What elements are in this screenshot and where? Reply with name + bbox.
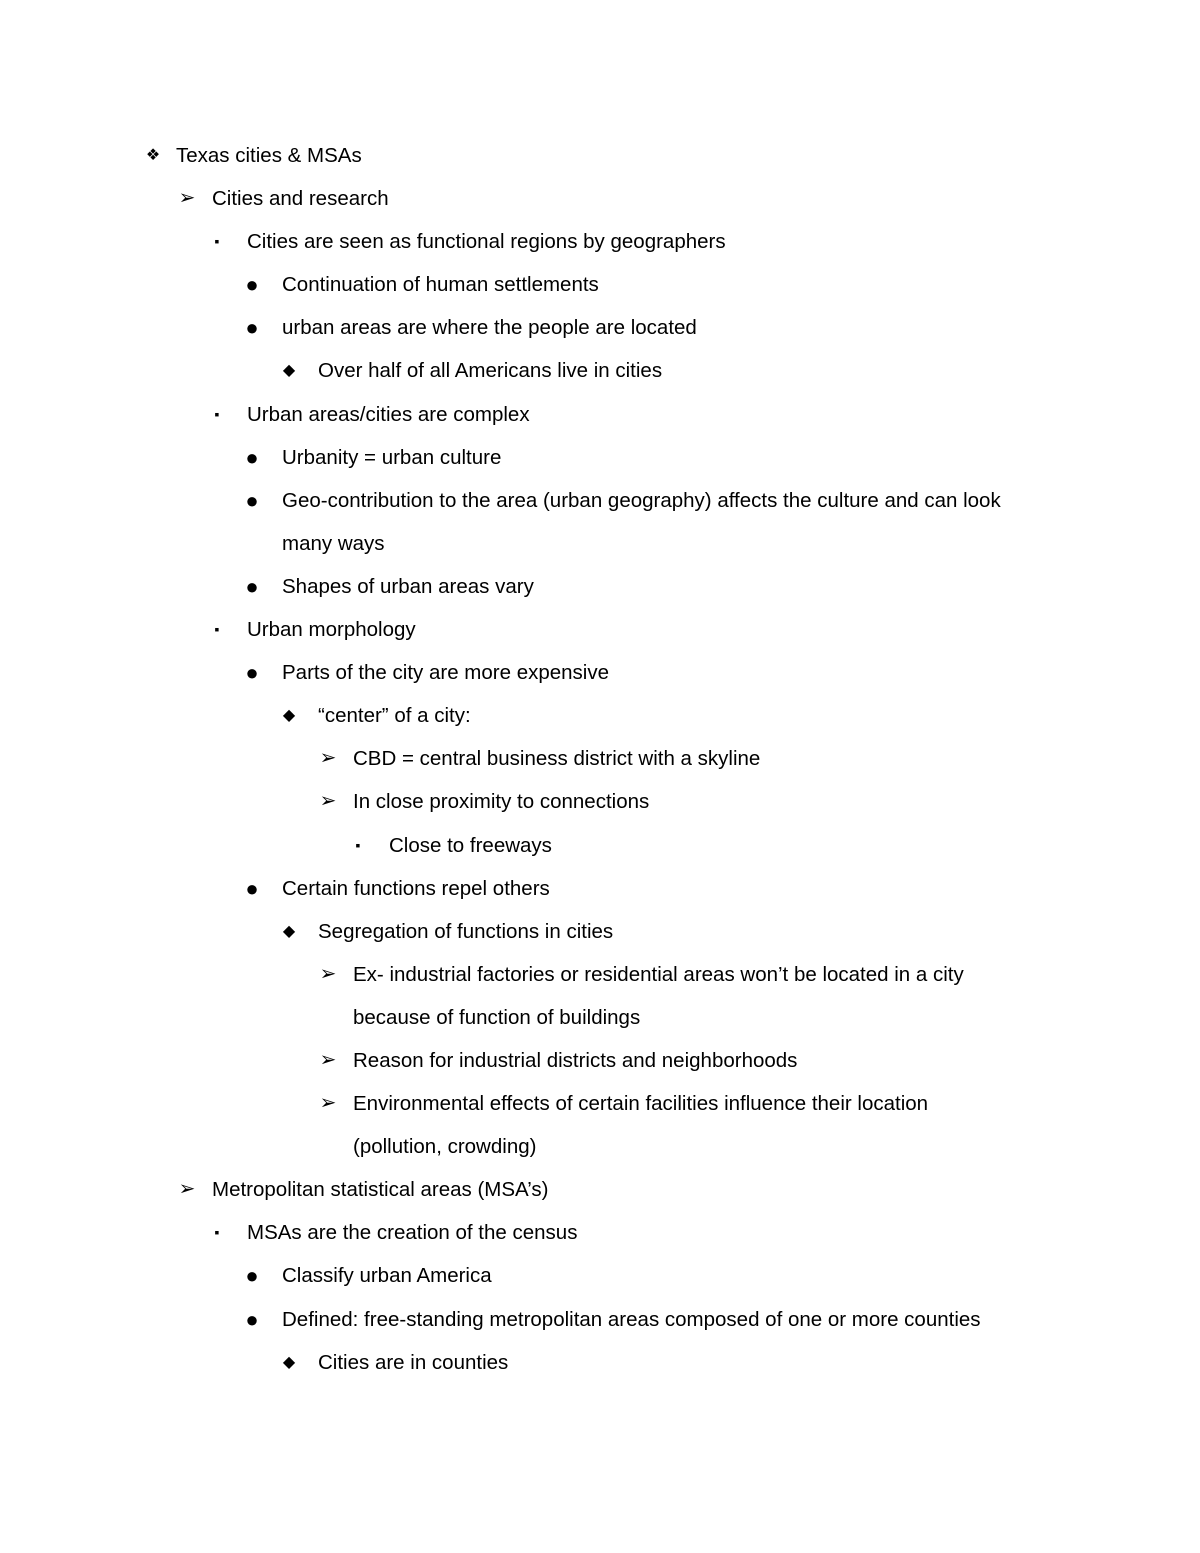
outline-item	[0, 780, 1200, 823]
outline-item	[0, 220, 1200, 263]
square-bullet-icon: ▪	[214, 1224, 220, 1241]
dot-bullet-icon: ●	[245, 315, 259, 341]
outline-item	[0, 608, 1200, 651]
diamond-bullet-icon: ◆	[282, 922, 296, 940]
outline-item-text: Texas cities & MSAs	[176, 144, 362, 167]
outline-item-text: many ways	[282, 531, 385, 555]
arrowhead-bullet-icon: ➢	[319, 1048, 337, 1071]
outline-item-text: CBD = central business district with a skyline	[353, 747, 761, 771]
outline-item-text: Urban areas/cities are complex	[247, 402, 530, 426]
outline-item-text: Cities are in counties	[318, 1350, 509, 1374]
dot-bullet-icon: ●	[245, 444, 259, 470]
arrowhead-bullet-icon: ➢	[319, 790, 337, 813]
outline-item	[0, 436, 1200, 479]
outline-item	[0, 1254, 1200, 1297]
outline-item-text: urban areas are where the people are located	[282, 316, 697, 340]
outline-item	[0, 694, 1200, 737]
outline-item-text: Urban morphology	[247, 618, 416, 642]
dot-bullet-icon: ●	[245, 573, 259, 599]
outline-item	[0, 1341, 1200, 1384]
outline-item-text: Cities and research	[212, 187, 389, 211]
outline-item	[0, 867, 1200, 910]
dot-bullet-icon: ●	[245, 660, 259, 686]
arrowhead-bullet-icon: ➢	[319, 747, 337, 770]
outline-item-text: Ex- industrial factories or residential areas won’t be located in a city	[353, 962, 964, 986]
outline-item-text: Over half of all Americans live in cities	[318, 359, 663, 383]
outline-item	[0, 824, 1200, 867]
dot-bullet-icon: ●	[245, 487, 259, 513]
dot-bullet-icon: ●	[245, 875, 259, 901]
outline-item-text: Continuation of human settlements	[282, 273, 599, 297]
diamond-bullet-icon: ◆	[282, 707, 296, 725]
square-bullet-icon: ▪	[355, 836, 361, 853]
dot-bullet-icon: ●	[245, 1306, 259, 1332]
four-diamond-bullet-icon: ❖	[145, 147, 161, 164]
outline-item-continuation	[0, 996, 1200, 1039]
outline-item-text: MSAs are the creation of the census	[247, 1221, 578, 1245]
bullet-outline	[0, 134, 1200, 1384]
outline-item-continuation	[0, 522, 1200, 565]
outline-item-text: Parts of the city are more expensive	[282, 661, 610, 685]
outline-item	[0, 1298, 1200, 1341]
outline-item-text: Environmental effects of certain facilities influence their location	[353, 1092, 929, 1116]
outline-item	[0, 349, 1200, 392]
outline-item	[0, 393, 1200, 436]
diamond-bullet-icon: ◆	[282, 1353, 296, 1371]
outline-item	[0, 1039, 1200, 1082]
outline-item	[0, 651, 1200, 694]
outline-item-text: “center” of a city:	[318, 704, 471, 728]
outline-item-text: Cities are seen as functional regions by geographers	[247, 230, 726, 254]
outline-item	[0, 1082, 1200, 1125]
outline-item-text: Reason for industrial districts and neighborhoods	[353, 1048, 798, 1072]
outline-item-text: (pollution, crowding)	[353, 1135, 537, 1159]
square-bullet-icon: ▪	[214, 233, 220, 250]
outline-item-continuation	[0, 1125, 1200, 1168]
square-bullet-icon: ▪	[214, 405, 220, 422]
arrowhead-bullet-icon: ➢	[319, 1092, 337, 1115]
outline-item-text: Classify urban America	[282, 1264, 492, 1288]
outline-item	[0, 479, 1200, 522]
outline-item-text: In close proximity to connections	[353, 790, 650, 814]
outline-item-text: Shapes of urban areas vary	[282, 574, 534, 598]
square-bullet-icon: ▪	[214, 621, 220, 638]
dot-bullet-icon: ●	[245, 272, 259, 298]
outline-item-text: because of function of buildings	[353, 1005, 641, 1029]
outline-item	[0, 1211, 1200, 1254]
outline-item-text: Defined: free-standing metropolitan areas composed of one or more counties	[282, 1307, 981, 1331]
outline-item	[0, 177, 1200, 220]
outline-item-text: Geo-contribution to the area (urban geography) affects the culture and can look	[282, 488, 1001, 512]
outline-item-text: Certain functions repel others	[282, 876, 550, 900]
outline-item	[0, 953, 1200, 996]
dot-bullet-icon: ●	[245, 1263, 259, 1289]
outline-item-text: Segregation of functions in cities	[318, 919, 614, 943]
arrowhead-bullet-icon: ➢	[178, 1178, 196, 1201]
outline-item	[0, 1168, 1200, 1211]
outline-item-text: Urbanity = urban culture	[282, 445, 502, 469]
outline-item-text: Metropolitan statistical areas (MSA’s)	[212, 1178, 549, 1202]
arrowhead-bullet-icon: ➢	[178, 187, 196, 210]
outline-item	[0, 910, 1200, 953]
diamond-bullet-icon: ◆	[282, 362, 296, 380]
outline-item	[0, 263, 1200, 306]
outline-item	[0, 134, 1200, 177]
arrowhead-bullet-icon: ➢	[319, 962, 337, 985]
outline-item	[0, 737, 1200, 780]
outline-item-text: Close to freeways	[389, 833, 552, 857]
outline-item	[0, 565, 1200, 608]
outline-item	[0, 306, 1200, 349]
